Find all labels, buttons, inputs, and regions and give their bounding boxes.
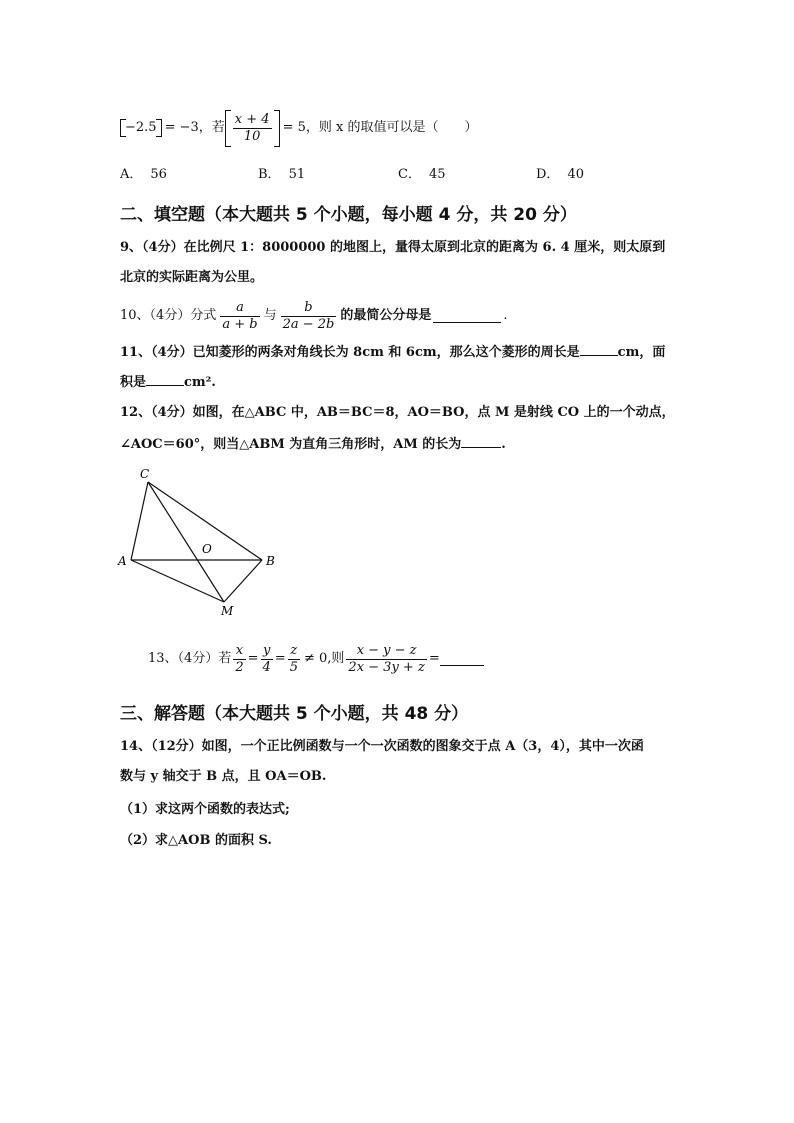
label-c: C (140, 467, 150, 481)
fraction-denominator: 5 (289, 659, 298, 675)
q14-line-1: 14、（12分）如图，一个正比例函数与一个一次函数的图象交于点 A（3，4），其中一次函 (120, 739, 644, 754)
q12-line-2 (120, 435, 506, 454)
q13 (148, 639, 484, 679)
fraction-denominator: a + b (222, 316, 258, 332)
segment-ca (131, 482, 148, 560)
q10-mid: 与 (263, 308, 277, 323)
option-value: 45 (428, 167, 446, 182)
floor-bracket (120, 119, 162, 137)
q10-suffix: 的最简公分母是 (340, 308, 432, 323)
q11-perimeter-blank[interactable] (580, 343, 618, 356)
option-label: D． (536, 167, 560, 182)
q12-text-a: ∠AOC＝60°，则当△ABM 为直角三角形时，AM 的长为 (120, 437, 462, 452)
label-b: B (266, 554, 275, 568)
fraction-denominator: 10 (233, 128, 272, 145)
option-label: C． (398, 167, 421, 182)
label-a: A (118, 554, 127, 568)
section-3-title: 三、解答题（本大题共 5 个小题，共 48 分） (120, 704, 469, 724)
segment-cm (148, 482, 224, 602)
fraction-numerator: x − y − z (356, 642, 417, 658)
fraction-numerator: b (304, 299, 313, 315)
q10-prefix: 10、（4分）分式 (120, 308, 217, 323)
q13-answer-blank[interactable] (440, 653, 484, 666)
q8-option-a[interactable] (120, 166, 167, 184)
fraction-denominator: 2 (235, 659, 244, 675)
fraction-numerator: a (236, 299, 244, 315)
q12-line-1: 12、（4分）如图，在△ABC 中，AB＝BC＝8，AO＝BO，点 M 是射线 CO 上的一个动点， (120, 405, 675, 420)
q13-fraction-x (233, 643, 245, 676)
q11-text-b: cm，面 (617, 345, 666, 360)
fraction-numerator: x + 4 (234, 111, 270, 127)
q8-option-b[interactable] (258, 166, 305, 184)
q12-answer-blank[interactable] (461, 435, 501, 448)
section-2-title: 二、填空题（本大题共 5 个小题，每小题 4 分，共 20 分） (120, 205, 577, 225)
fraction (233, 112, 272, 145)
segment-bm (224, 560, 262, 602)
q10-fraction-1 (220, 300, 259, 333)
q11-text-d: cm². (184, 375, 216, 390)
q12-figure (114, 462, 284, 622)
label-o: O (202, 542, 212, 556)
q11-text-c: 积是 (120, 375, 147, 390)
q11-line-2 (120, 373, 216, 392)
q10-end: . (503, 308, 508, 323)
q13-eq: = (428, 651, 440, 666)
q8-stem (120, 108, 477, 148)
equals-sign: = (274, 651, 286, 666)
fraction-denominator: 2x − 3y + z (348, 659, 425, 675)
eq-five: = 5， (282, 120, 319, 135)
floor-example-arg: −2.5 (125, 120, 157, 135)
fraction-denominator: 2a − 2b (282, 316, 335, 332)
q13-fraction-z (288, 643, 300, 676)
q8-option-c[interactable] (398, 166, 446, 184)
equals-sign: = (247, 651, 259, 666)
q10-fraction-2 (281, 300, 337, 333)
q10-answer-blank[interactable] (433, 310, 501, 323)
q12-text-b: . (501, 437, 506, 452)
q11-area-blank[interactable] (146, 373, 184, 386)
q9-line-2: 北京的实际距离为公里。 (120, 270, 264, 285)
fraction-numerator: z (290, 642, 298, 658)
floor-example-result: = −3， (164, 120, 212, 135)
q13-fraction-expr (346, 643, 426, 676)
q14-part-2: （2）求△AOB 的面积 S. (120, 833, 272, 848)
q11-text-a: 11、（4分）已知菱形的两条对角线长为 8cm 和 6cm，那么这个菱形的周长是 (120, 345, 580, 360)
q8-tail: 则 x 的取值可以是（ ） (318, 120, 478, 135)
q13-neq: ≠ 0,则 (303, 651, 345, 666)
fraction-numerator: y (262, 642, 271, 658)
q8-option-d[interactable] (536, 166, 584, 184)
option-label: A． (120, 167, 143, 182)
fraction-denominator: 4 (262, 659, 271, 675)
q14-line-2: 数与 y 轴交于 B 点，且 OA＝OB. (120, 769, 327, 784)
option-label: B． (258, 167, 281, 182)
if-word: 若 (211, 120, 225, 135)
option-value: 40 (567, 167, 584, 182)
label-m: M (221, 604, 234, 618)
q14-part-1: （1）求这两个函数的表达式; (120, 802, 290, 817)
option-value: 51 (288, 167, 306, 182)
option-value: 56 (150, 167, 167, 182)
q9-line-1: 9、（4分）在比例尺 1：8000000 的地图上，量得太原到北京的距离为 6. 4 厘米，则太原到 (120, 240, 666, 255)
floor-bracket-frac (225, 110, 280, 147)
q11-line-1 (120, 343, 665, 362)
fraction-numerator: x (235, 642, 244, 658)
q10 (120, 296, 508, 336)
q13-prefix: 13、（4分）若 (148, 651, 232, 666)
q13-fraction-y (261, 643, 273, 676)
